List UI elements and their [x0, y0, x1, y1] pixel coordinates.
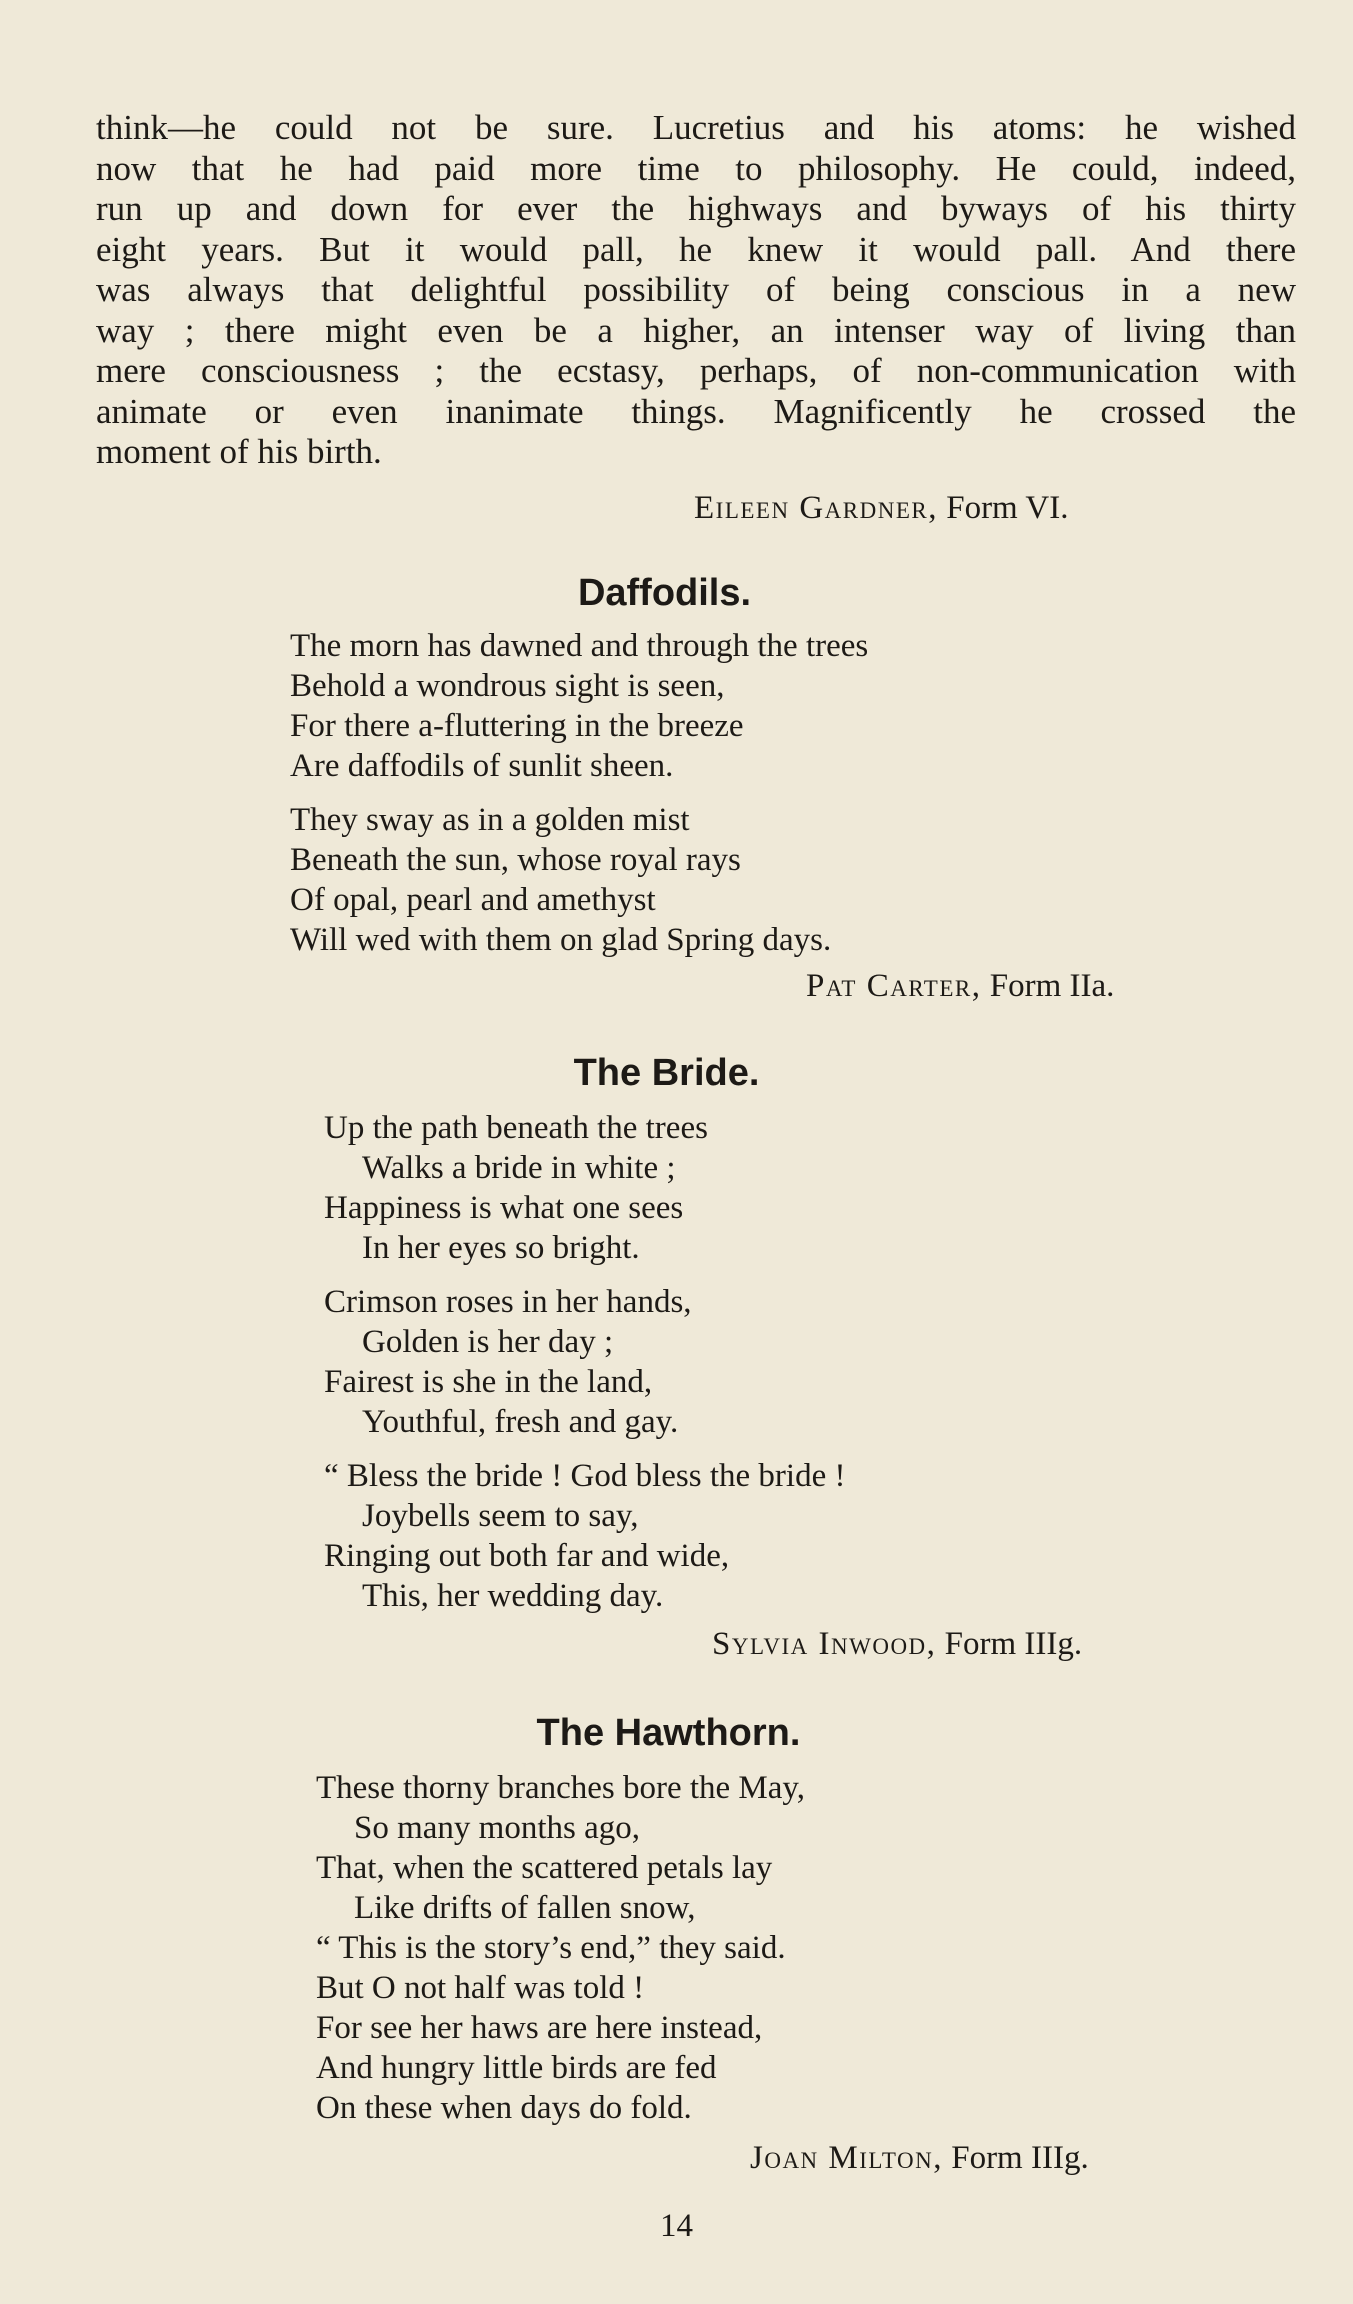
- poem-line: For see her haws are here instead,: [316, 2010, 763, 2046]
- author-form: Form IIIg.: [944, 1626, 1083, 1662]
- poem-line: Joybells seem to say,: [362, 1498, 639, 1534]
- poem-line: Golden is her day ;: [362, 1324, 614, 1360]
- poem-line: “ Bless the bride ! God bless the bride !: [324, 1458, 846, 1494]
- poem-title: The Bride.: [573, 1052, 760, 1094]
- poem-line: Youthful, fresh and gay.: [362, 1404, 679, 1440]
- poem-title: The Hawthorn.: [536, 1712, 801, 1754]
- poem-line: Up the path beneath the trees: [324, 1110, 708, 1146]
- prose-line: eight years. But it would pall, he knew it would pall. And there: [96, 229, 1296, 269]
- prose-line: run up and down for ever the highways and byways of his thirty: [96, 189, 1296, 228]
- author-form: Form IIIg.: [951, 2140, 1089, 2176]
- poem-body: [324, 1108, 845, 1616]
- poem-line: The morn has dawned and through the trees: [290, 628, 869, 664]
- author-name: Pat Carter,: [806, 968, 982, 1004]
- page-number: 14: [660, 2208, 693, 2244]
- poem-line: “ This is the story’s end,” they said.: [316, 1930, 786, 1966]
- author-name: Joan Milton,: [750, 2140, 943, 2176]
- prose-line: animate or even inanimate things. Magnificently he crossed the: [96, 391, 1296, 431]
- poem-line: Walks a bride in white ;: [362, 1150, 676, 1186]
- poem-line: For there a-fluttering in the breeze: [290, 708, 744, 744]
- poem-line: These thorny branches bore the May,: [316, 1770, 806, 1806]
- poem-line: Happiness is what one sees: [324, 1190, 684, 1226]
- poem-line: So many months ago,: [354, 1810, 640, 1846]
- prose-line: mere consciousness ; the ecstasy, perhaps, of non-communication with: [96, 351, 1296, 390]
- poem-line: Ringing out both far and wide,: [324, 1538, 730, 1574]
- poem-line: Of opal, pearl and amethyst: [290, 882, 656, 918]
- author-form: Form VI.: [946, 490, 1069, 526]
- poem-line: Crimson roses in her hands,: [324, 1284, 692, 1320]
- prose-line: moment of his birth.: [96, 432, 382, 471]
- poem-line: Will wed with them on glad Spring days.: [290, 922, 832, 958]
- poem-line: Like drifts of fallen snow,: [354, 1890, 696, 1926]
- author-name: Sylvia Inwood,: [712, 1626, 937, 1662]
- poem-line: They sway as in a golden mist: [290, 802, 690, 838]
- poem-signature: [806, 968, 1114, 1005]
- poem-line: Behold a wondrous sight is seen,: [290, 668, 725, 704]
- poem-signature: [712, 1626, 1082, 1663]
- author-name: Eileen Gardner,: [694, 490, 938, 526]
- prose-signature: [694, 490, 1068, 527]
- poem-body: [290, 626, 868, 960]
- poem-line: That, when the scattered petals lay: [316, 1850, 773, 1886]
- prose-line: think—he could not be sure. Lucretius and his atoms: he wished: [96, 108, 1296, 147]
- poem-line: This, her wedding day.: [362, 1578, 664, 1614]
- poem-line: In her eyes so bright.: [362, 1230, 640, 1266]
- prose-paragraph: [96, 108, 1296, 473]
- poem-line: Are daffodils of sunlit sheen.: [290, 748, 674, 784]
- prose-line: now that he had paid more time to philosophy. He could, indeed,: [96, 148, 1296, 188]
- poem-line: Beneath the sun, whose royal rays: [290, 842, 741, 878]
- poem-line: On these when days do fold.: [316, 2090, 692, 2126]
- poem-body: [316, 1768, 805, 2128]
- prose-line: was always that delightful possibility of being conscious in a new: [96, 270, 1296, 309]
- poem-title: Daffodils.: [577, 572, 752, 614]
- prose-line: way ; there might even be a higher, an intenser way of living than: [96, 310, 1296, 350]
- poem-line: And hungry little birds are fed: [316, 2050, 717, 2086]
- author-form: Form IIa.: [989, 968, 1115, 1004]
- poem-line: Fairest is she in the land,: [324, 1364, 653, 1400]
- poem-signature: [750, 2140, 1089, 2177]
- poem-line: But O not half was told !: [316, 1970, 645, 2006]
